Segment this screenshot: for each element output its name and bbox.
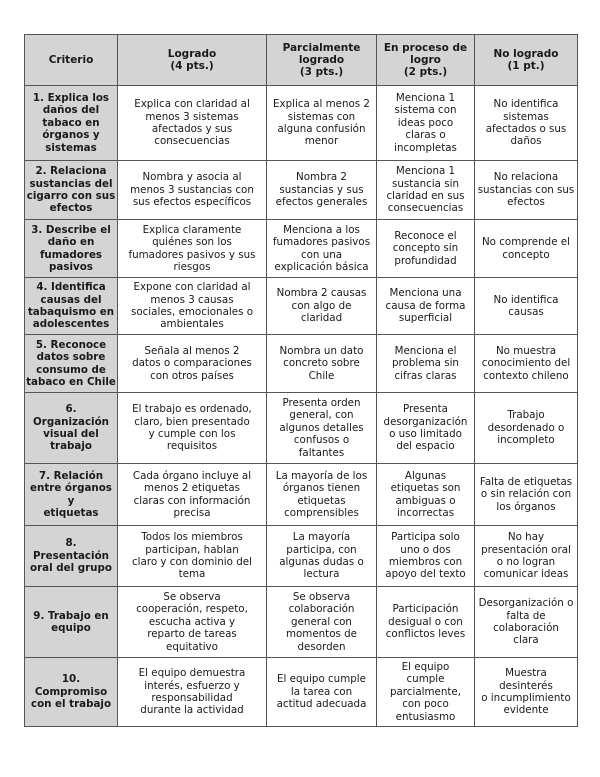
cell-logrado xyxy=(118,86,267,161)
header-criterio: Criterio xyxy=(25,35,118,86)
cell-logrado xyxy=(118,220,267,278)
text-line: Se observa xyxy=(292,590,351,603)
text-line: sustancias con sus xyxy=(477,183,575,196)
text-line: 1. Explica los xyxy=(32,91,110,104)
cell-no-logrado xyxy=(475,335,578,393)
text-line: Explica con claridad al xyxy=(134,98,250,111)
text-line: Se observa xyxy=(163,590,221,603)
text-line: equipo xyxy=(51,622,91,634)
text-line: Menciona una xyxy=(389,287,462,300)
table-row xyxy=(25,587,578,658)
text-line: trabajo xyxy=(50,440,92,453)
text-line: 3. Describe el xyxy=(31,223,111,236)
text-line: No hay xyxy=(507,531,545,544)
criterion-cell xyxy=(25,220,118,278)
table-row xyxy=(25,464,578,526)
text-line: Trabajo xyxy=(507,409,545,422)
criterion-cell xyxy=(25,278,118,335)
text-line: adolescentes xyxy=(32,318,110,331)
cell-no-logrado xyxy=(475,278,578,335)
text-line: (2 pts.) xyxy=(403,66,448,78)
text-line: Menciona el xyxy=(394,344,457,357)
header-logrado xyxy=(118,35,267,86)
text-line: sustancias y sus xyxy=(279,183,364,196)
text-line: sociales, emocionales o xyxy=(130,306,254,318)
criterion-cell xyxy=(25,658,118,727)
text-line: colaboración xyxy=(493,622,559,634)
text-line: Señala al menos 2 xyxy=(144,344,240,357)
text-line: entusiasmo xyxy=(395,710,456,723)
text-line: comprensibles xyxy=(284,506,359,519)
text-line: algunas dudas o xyxy=(279,556,364,568)
text-line: sistemas con xyxy=(287,110,356,123)
text-line: con poco xyxy=(402,698,449,711)
text-line: desordenado o xyxy=(487,421,565,434)
text-line: o uso limitado xyxy=(389,428,462,440)
text-line: No logrado xyxy=(493,48,559,60)
cell-parcialmente-logrado xyxy=(267,393,377,464)
text-line: Nombra y asocia al xyxy=(142,171,242,184)
cell-parcialmente-logrado xyxy=(267,86,377,161)
text-line: efectos xyxy=(507,196,545,209)
text-line: Menciona 1 xyxy=(395,91,456,104)
criterion-cell xyxy=(25,393,118,464)
text-line: desorden xyxy=(297,640,346,653)
text-line: daños xyxy=(510,135,542,148)
cell-logrado xyxy=(118,278,267,335)
cell-en-proceso xyxy=(377,526,475,587)
text-line: No identifica xyxy=(493,293,559,306)
text-line: cifras claras xyxy=(394,369,457,382)
text-line: riesgos xyxy=(173,260,211,273)
text-line: Nombra un dato xyxy=(279,344,364,357)
table-row xyxy=(25,658,578,727)
text-line: sus efectos específicos xyxy=(132,196,252,209)
cell-parcialmente-logrado xyxy=(267,587,377,658)
text-line: No identifica xyxy=(493,98,559,111)
text-line: La mayoría xyxy=(292,531,351,544)
text-line: Participación xyxy=(392,603,459,616)
cell-no-logrado xyxy=(475,526,578,587)
criterion-cell xyxy=(25,587,118,658)
text-line: (3 pts.) xyxy=(299,66,344,78)
criterion-cell xyxy=(25,526,118,587)
text-line: responsabilidad xyxy=(151,692,233,704)
header-no-logrado xyxy=(475,35,578,86)
text-line: sistemas xyxy=(503,110,549,123)
text-line: 7. Relación xyxy=(38,469,104,482)
rubric-table xyxy=(24,34,578,727)
text-line: pasivos xyxy=(49,260,93,273)
text-line: comunicar ideas xyxy=(483,568,569,581)
text-line: Cada órgano incluye al xyxy=(132,469,252,482)
cell-en-proceso xyxy=(377,86,475,161)
text-line: claras con información xyxy=(133,494,251,507)
text-line: presentación oral xyxy=(481,543,571,556)
cell-en-proceso xyxy=(377,658,475,727)
criterion-cell xyxy=(25,161,118,220)
cell-parcialmente-logrado xyxy=(267,278,377,335)
cell-parcialmente-logrado xyxy=(267,526,377,587)
text-line: los órganos xyxy=(496,500,556,513)
header-en-proceso-de-logro xyxy=(377,35,475,86)
text-line: El equipo demuestra xyxy=(138,667,246,680)
text-line: efectos generales xyxy=(275,196,368,209)
text-line: Participa solo xyxy=(391,531,460,544)
text-line: participan, hablan xyxy=(145,543,239,556)
text-line: miembros con xyxy=(388,556,463,568)
text-line: Falta de etiquetas xyxy=(479,475,573,488)
text-line: sistemas xyxy=(45,141,97,154)
text-line: menos 3 sustancias con xyxy=(130,183,254,196)
criterion-cell xyxy=(25,335,118,393)
text-line: logro xyxy=(410,54,441,66)
table-row xyxy=(25,220,578,278)
text-line: lectura xyxy=(303,568,340,581)
text-line: Reconoce el xyxy=(394,229,457,242)
text-line: datos sobre xyxy=(36,351,106,364)
text-line: precisa xyxy=(173,506,211,519)
text-line: 10. Compromiso xyxy=(34,673,108,698)
text-line: incompletas xyxy=(394,141,457,154)
text-line: visual del xyxy=(43,428,99,440)
text-line: 2. Relaciona xyxy=(35,165,107,178)
text-line: clara xyxy=(513,634,539,647)
text-line: evidente xyxy=(503,704,549,717)
text-line: Explica al menos 2 xyxy=(273,98,370,111)
text-line: causas xyxy=(508,306,544,318)
cell-no-logrado xyxy=(475,587,578,658)
text-line: claras o xyxy=(405,129,446,142)
text-line: interés, esfuerzo y xyxy=(144,679,240,692)
text-line: sustancia sin xyxy=(392,177,459,190)
text-line: consecuencias xyxy=(154,135,230,148)
table-row xyxy=(25,161,578,220)
text-line: Explica claramente xyxy=(142,223,242,236)
text-line: ambiguas o xyxy=(395,494,456,507)
text-line: concreto sobre xyxy=(283,357,360,370)
cell-logrado xyxy=(118,393,267,464)
text-line: con una xyxy=(300,248,343,261)
text-line: falta de xyxy=(506,609,546,622)
text-line: con algo de xyxy=(291,299,352,312)
text-line: Logrado xyxy=(167,48,217,60)
text-line: El equipo cumple xyxy=(277,673,366,686)
header-row xyxy=(25,35,578,86)
cell-logrado xyxy=(118,161,267,220)
text-line: entre órganos y xyxy=(30,482,112,507)
text-line: claro y con dominio del xyxy=(132,556,252,568)
text-line: La mayoría de los xyxy=(275,469,368,482)
text-line: cigarro con sus xyxy=(26,190,116,202)
text-line: con otros países xyxy=(150,369,234,382)
cell-en-proceso xyxy=(377,220,475,278)
text-line: (1 pt.) xyxy=(507,60,545,72)
text-line: 9. Trabajo en xyxy=(33,609,109,622)
text-line: del espacio xyxy=(396,440,455,453)
text-line: oral del grupo xyxy=(30,562,112,575)
text-line: actitud adecuada xyxy=(276,698,367,711)
text-line: logrado xyxy=(298,54,345,66)
rubric-header xyxy=(25,35,578,86)
text-line: quiénes son los xyxy=(152,236,232,249)
text-line: claro, bien presentado xyxy=(134,415,250,428)
text-line: cumple xyxy=(406,673,445,686)
table-row xyxy=(25,86,578,161)
text-line: afectados o sus xyxy=(485,123,567,135)
text-line: o no logran xyxy=(496,556,556,568)
text-line: profundidad xyxy=(394,254,457,267)
text-line: El equipo xyxy=(401,660,450,673)
text-line: cooperación, respeto, xyxy=(136,603,248,616)
text-line: 4. Identifica xyxy=(36,281,106,294)
text-line: concepto xyxy=(502,248,550,261)
text-line: tabaquismo en xyxy=(27,306,115,318)
cell-en-proceso xyxy=(377,278,475,335)
cell-no-logrado xyxy=(475,86,578,161)
text-line: o incumplimiento xyxy=(481,692,571,704)
text-line: sistema con xyxy=(394,104,457,117)
text-line: Presenta xyxy=(403,403,448,416)
cell-logrado xyxy=(118,658,267,727)
criterion-cell xyxy=(25,464,118,526)
cell-en-proceso xyxy=(377,393,475,464)
cell-en-proceso xyxy=(377,587,475,658)
cell-en-proceso xyxy=(377,335,475,393)
text-line: etiquetas xyxy=(297,494,346,507)
text-line: escucha activa y xyxy=(148,615,236,628)
text-line: equitativo xyxy=(166,640,218,653)
cell-en-proceso xyxy=(377,161,475,220)
text-line: fumadores pasivos y sus xyxy=(128,248,256,261)
text-line: Chile xyxy=(308,369,335,382)
text-line: con el trabajo xyxy=(30,698,112,711)
text-line: Muestra desinterés xyxy=(499,667,553,692)
text-line: causas del xyxy=(40,293,102,306)
text-line: uno o dos xyxy=(400,543,451,556)
text-line: Expone con claridad al xyxy=(133,281,251,294)
text-line: claridad xyxy=(300,312,343,325)
text-line: reparto de tareas xyxy=(147,628,237,641)
text-line: faltantes xyxy=(298,446,345,459)
text-line: y cumple con los xyxy=(148,428,236,440)
text-line: general, con xyxy=(289,409,354,422)
rubric-body xyxy=(25,86,578,727)
text-line: general con xyxy=(291,615,352,628)
cell-parcialmente-logrado xyxy=(267,161,377,220)
text-line: afectados y sus xyxy=(151,123,233,135)
text-line: No muestra xyxy=(495,344,557,357)
text-line: menos 3 causas xyxy=(150,293,234,306)
text-line: Parcialmente xyxy=(282,42,361,54)
text-line: causa de forma xyxy=(385,299,466,312)
text-line: No comprende el xyxy=(481,236,570,249)
text-line: menor xyxy=(304,135,339,148)
text-line: tema xyxy=(178,568,206,581)
cell-no-logrado xyxy=(475,393,578,464)
text-line: colaboración xyxy=(288,603,355,616)
text-line: parcialmente, xyxy=(389,685,462,698)
table-row xyxy=(25,278,578,335)
text-line: explicación básica xyxy=(274,260,369,273)
text-line: superficial xyxy=(398,312,453,325)
cell-no-logrado xyxy=(475,220,578,278)
text-line: En proceso de xyxy=(383,42,468,54)
text-line: Nombra 2 xyxy=(296,171,347,184)
cell-parcialmente-logrado xyxy=(267,220,377,278)
text-line: Todos los miembros xyxy=(141,531,243,544)
text-line: (4 pts.) xyxy=(170,60,214,72)
text-line: ambientales xyxy=(160,318,224,331)
text-line: requisitos xyxy=(166,440,218,453)
text-line: etiquetas xyxy=(43,506,99,519)
cell-en-proceso xyxy=(377,464,475,526)
cell-no-logrado xyxy=(475,161,578,220)
table-row xyxy=(25,393,578,464)
text-line: momentos de xyxy=(285,628,358,641)
text-line: la tarea con xyxy=(290,685,353,698)
text-line: efectos xyxy=(49,202,93,215)
text-line: fumadores pasivos xyxy=(272,236,371,249)
text-line: Menciona 1 xyxy=(395,165,456,178)
header-parcialmente-logrado xyxy=(267,35,377,86)
text-line: daños del xyxy=(42,104,100,117)
text-line: fumadores xyxy=(39,248,103,261)
cell-no-logrado xyxy=(475,464,578,526)
table-row xyxy=(25,335,578,393)
cell-parcialmente-logrado xyxy=(267,335,377,393)
text-line: Presenta orden xyxy=(282,396,361,409)
text-line: datos o comparaciones xyxy=(132,357,252,370)
text-line: órganos y xyxy=(42,129,100,142)
text-line: apoyo del texto xyxy=(385,568,466,581)
text-line: contexto chileno xyxy=(483,369,569,382)
text-line: El trabajo es ordenado, xyxy=(132,403,252,416)
text-line: incorrectas xyxy=(396,506,455,519)
cell-parcialmente-logrado xyxy=(267,658,377,727)
text-line: tabaco en Chile xyxy=(26,375,116,388)
text-line: Desorganización o xyxy=(478,597,574,610)
text-line: consecuencias xyxy=(387,202,464,215)
text-line: 8. Presentación xyxy=(33,537,109,562)
text-line: menos 2 etiquetas xyxy=(144,482,240,495)
text-line: Algunas xyxy=(404,469,447,482)
cell-parcialmente-logrado xyxy=(267,464,377,526)
criterion-cell xyxy=(25,86,118,161)
text-line: durante la actividad xyxy=(140,704,244,717)
text-line: confusos o xyxy=(293,434,350,447)
text-line: algunos detalles xyxy=(279,421,364,434)
text-line: problema sin xyxy=(392,357,459,370)
text-line: 6. Organización xyxy=(33,403,109,428)
text-line: desigual o con xyxy=(388,615,463,628)
text-line: tabaco en xyxy=(42,116,100,129)
text-line: concepto sin xyxy=(392,242,459,255)
text-line: Nombra 2 causas xyxy=(276,287,367,300)
text-line: desorganización xyxy=(383,415,468,428)
text-line: 5. Reconoce xyxy=(35,338,107,351)
cell-no-logrado xyxy=(475,658,578,727)
text-line: claridad en sus xyxy=(386,190,465,202)
text-line: órganos tienen xyxy=(282,482,361,495)
table-row xyxy=(25,526,578,587)
text-line: conflictos leves xyxy=(385,628,466,641)
text-line: participa, con xyxy=(286,543,357,556)
text-line: incompleto xyxy=(497,434,555,447)
text-line: etiquetas son xyxy=(390,482,461,495)
text-line: consumo de xyxy=(36,363,106,376)
text-line: o sin relación con xyxy=(480,488,572,501)
text-line: menos 3 sistemas xyxy=(145,110,239,123)
text-line: ideas poco xyxy=(397,116,454,129)
text-line: sustancias del xyxy=(29,177,113,190)
text-line: conocimiento del xyxy=(481,357,571,370)
cell-logrado xyxy=(118,526,267,587)
cell-logrado xyxy=(118,464,267,526)
text-line: Menciona a los xyxy=(283,223,360,236)
text-line: No relaciona xyxy=(493,171,559,184)
cell-logrado xyxy=(118,587,267,658)
text-line: alguna confusión xyxy=(277,123,366,135)
text-line: daño en xyxy=(47,236,95,249)
cell-logrado xyxy=(118,335,267,393)
